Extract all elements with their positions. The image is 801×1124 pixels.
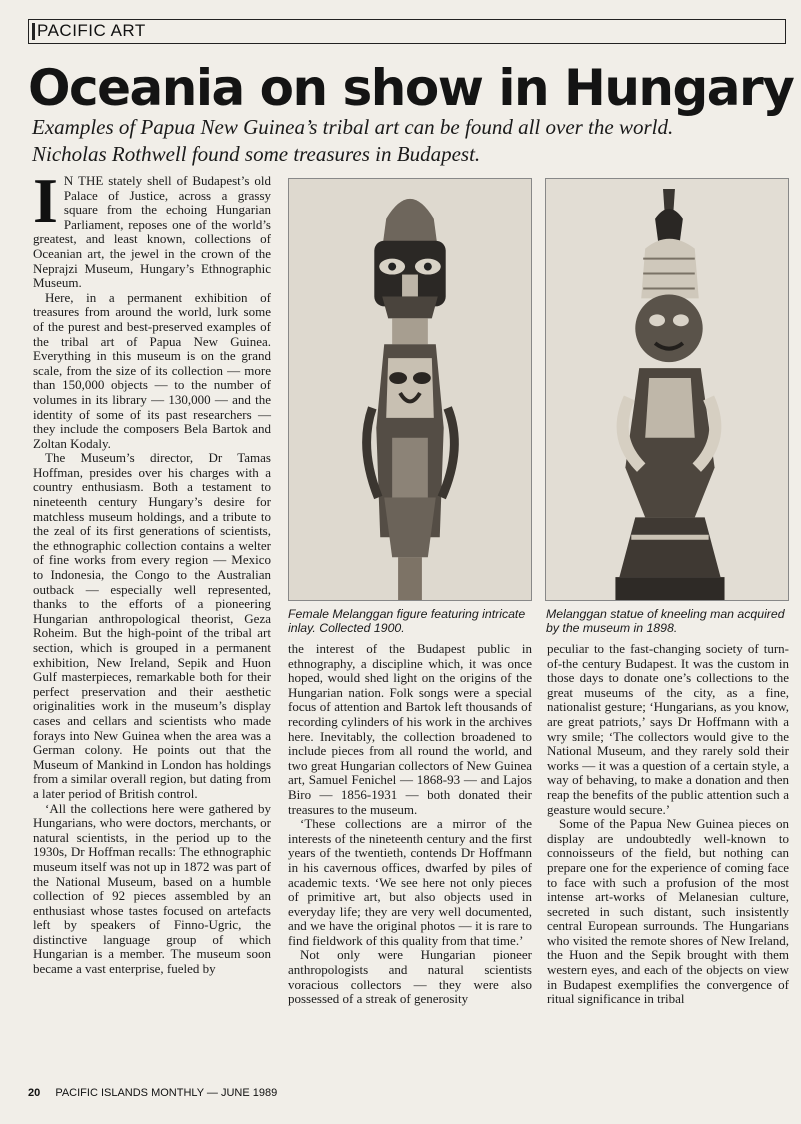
photo-melanggan-figure — [288, 178, 532, 601]
headline: Oceania on show in Hungary — [28, 59, 794, 117]
photo-kneeling-man-statue — [545, 178, 789, 601]
photo-caption-1: Female Melanggan figure featuring intricate inlay. Collected 1900. — [288, 607, 526, 635]
article-paragraph: ‘All the collections here were gathered by Hungarians, who were doctors, merchants, or natural scientists, in the period up to the 1930s, Dr Hoffman recalls: The ethnographic museum itself was not up in 1872 was part of the National Museum, based on a humble collection of 92 pieces assembled by an enthusiast whose tastes focused on artefacts left by speakers of Finno-Ugric, the distinctive language group of which Hungarian is a member. The museum soon became a vast enterprise, fueled by — [33, 800, 271, 977]
article-column-1 — [33, 165, 271, 977]
article-column-2 — [288, 642, 532, 1007]
publication-line: PACIFIC ISLANDS MONTHLY — JUNE 1989 — [55, 1087, 278, 1099]
article-paragraph: N THE stately shell of Budapest’s old Palace of Justice, across a grassy square from the echoing Hungarian Parliament, reposes one of the world’s greatest, and least known, collections of Oceanian art, the jewel in the crown of the Neprajzi Museum, Hungary’s Ethnographic Museum. — [33, 173, 271, 291]
carved-figure-image — [289, 179, 531, 600]
standfirst: Examples of Papua New Guinea’s tribal art can be found all over the world. Nicholas Rothwell found some treasures in Budapest. — [32, 115, 674, 166]
article-paragraph: the interest of the Budapest public in ethnography, a discipline which, it was once hoped, would shed light on the origins of the Hungarian nation. Folk songs were a special focus of attention and Bartok left thousands of recording cylinders of his work in the archives here. Inevitably, the collection broadened to include pieces from all round the world, and two great Hungarian collectors of New Guinea art, Samuel Fenichel — 1868-93 — and Lajos Biro — 1856-1931 — both donated their treasures to the museum. — [288, 641, 532, 817]
article-paragraph: Not only were Hungarian pioneer anthropologists and natural scientists voracious collectors — they were also possessed of a streak of generosity — [288, 947, 532, 1007]
section-tag: PACIFIC ART — [28, 19, 786, 44]
article-paragraph: Some of the Papua New Guinea pieces on display are undoubtedly well-known to connoisseurs of the field, but nothing can prepare one for the experience of coming face to face with such a profusion of the most intense art-works of Melanesian culture, secreted in such distant, such insistently central European surrounds. The Hungarians who visited the remote shores of New Ireland, the Huon and the Sepik brought with them western eyes, and each of the objects on view in Budapest exemplifies the convergence of ritual significance in tribal — [547, 816, 789, 1007]
page-number: 20 — [28, 1087, 41, 1099]
article-paragraph: Here, in a permanent exhibition of treasures from around the world, lurk some of the purest and best-preserved examples of the tribal art of Papua New Guinea. Everything in this museum is on the grand scale, from the size of its collection — more than 150,000 objects — to the number of volumes in its library — 130,000 — and the identity of some of its past researchers — they include the composers Bela Bartok and Zoltan Kodaly. — [33, 289, 271, 451]
kneeling-statue-image — [546, 179, 788, 600]
page-footer — [28, 1087, 277, 1099]
article-paragraph: peculiar to the fast-changing society of turn-of-the century Budapest. It was the custom in those days to donate one’s collections to the great museums of the city, as a fine, nationalist gesture; ‘Hungarians, as you know, are great patriots,’ says Dr Hoffmann with a wry smile; ‘The collectors would give to the National Museum, and they rarely sold their works — it was a question of a certain style, a way of behaving, to make a donation and then reap the benefits of the public attention such a geasture would secure.’ — [547, 641, 789, 817]
photo-caption-2: Melanggan statue of kneeling man acquired by the museum in 1898. — [546, 607, 785, 635]
article-paragraph: The Museum’s director, Dr Tamas Hoffman, presides over his charges with a country enthusiasm. Both a testament to nineteenth century Hungary’s desire for matchless museum holdings, and a tribute to the zeal of its first generations of scientists, the ethnographic collection contains a welter of fine works from every region — Mexico to Indonesia, the Congo to the Australian outback — especially well represented, thanks to the efforts of a pioneering Hungarian anthropological theorist, Geza Roheim. But the high-point of the tribal art section, which is grouped in a permanent exhibition, New Ireland, Sepik and Huon Gulf masterpieces, remarkable both for their perfect preservation and their aesthetic originalities work in the museum’s display cases and cellars and scientists who made forays into New Guinea when the area was a German colony. He points out that the Museum of Mankind in London has holdings from a similar overall region, but dating from a later period of British control. — [33, 450, 271, 801]
article-paragraph: ‘These collections are a mirror of the interests of the nineteenth century and the first years of the twentieth, contends Dr Hoffmann in his cavernous offices, dwarfed by piles of academic texts. ‘We see here not only pieces of primitive art, but also objects used in everyday life; they are very well documented, and we have the original photos — it is rare to find fieldwork of this quality from that time.’ — [288, 816, 532, 948]
article-column-3 — [547, 642, 789, 1007]
drop-cap: I — [33, 165, 58, 236]
